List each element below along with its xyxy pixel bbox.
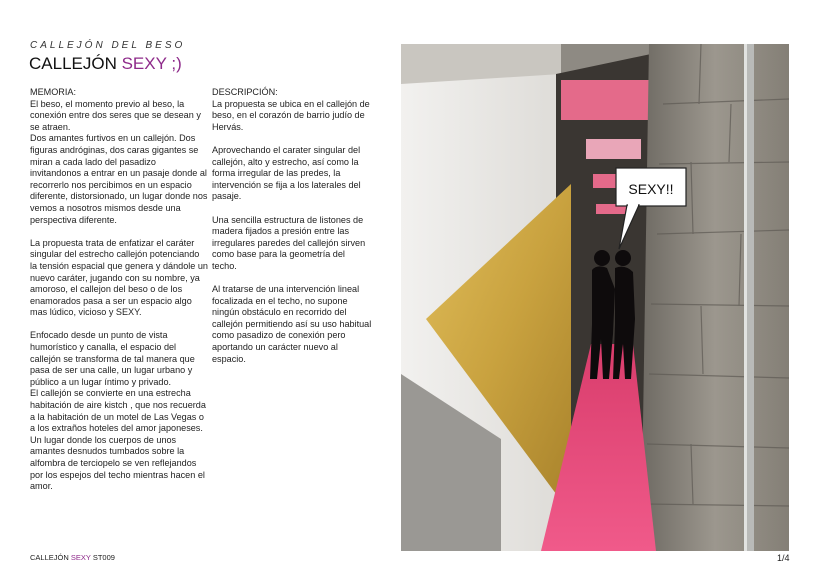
title-accent: SEXY ;) (121, 54, 182, 73)
descripcion-column (212, 87, 372, 377)
title-main: CALLEJÓN (29, 54, 122, 73)
memoria-paragraph: La propuesta trata de enfatizar el caráter singular del estrecho callejón potenciando la tensión espacial que genera y dándole un nuevo caráter, jugando con su nombre, ya amoroso, el callejon del beso o de los enamorados pasa a ser un espacio algo mas lúdico, vicioso y SEXY. (30, 237, 208, 318)
memoria-heading: MEMORIA: (30, 87, 76, 97)
descripcion-paragraph: La propuesta se ubica en el callejón de beso, en el corazón de barrio judío de Hervás. (212, 98, 370, 132)
footer-code: ST009 (90, 553, 115, 562)
alley-illustration (401, 44, 789, 551)
ceiling-mirror (561, 80, 649, 120)
footer-main: CALLEJÓN (30, 553, 71, 562)
page-title (29, 54, 182, 74)
descripcion-paragraph: Una sencilla estructura de listones de madera fijados a presión entre las irregulares paredes del callejón sirven como base para la geometría del techo. (212, 214, 366, 271)
page-number: 1/4 (777, 553, 790, 563)
ceiling-mirror (586, 139, 641, 159)
memoria-paragraph: Enfocado desde un punto de vista humorístico y canalla, el espacio del callejón se transforma de tal manera que pasa de ser una calle, un lugar urbano y público a un lugar íntimo y privado. El callejón se convierte en una estrecha habitación de aire kistch , que nos recuerda a la habitación de un motel de Las Vegas o a los extraños hoteles del amor japoneses. Un lugar donde los cuerpos de unos amantes desnudos tumbados sobre la alfombra de terciopelo se ven reflejandos por los espejos del techo mientras hacen el amor. (30, 330, 206, 492)
speech-bubble-text: SEXY!! (628, 181, 674, 197)
memoria-paragraph: El beso, el momento previo al beso, la conexión entre dos seres que se desean y se atraen. Dos amantes furtivos en un callejón. Dos figuras andróginas, dos caras gigantes se miran a cada lado del pasadizo invitandonos a entrar en un pasaje donde al recorrerlo nos percibimos en un espacio diferente, distorsionado, un lugar donde nos vemos a nosotros mismos desde una perspectiva diferente. (30, 98, 208, 225)
footer-label (30, 553, 115, 562)
subtitle: CALLEJÓN DEL BESO (30, 40, 186, 51)
descripcion-heading: DESCRIPCIÓN: (212, 87, 278, 97)
descripcion-paragraph: Aprovechando el carater singular del callejón, alto y estrecho, así como la forma irregular de las predes, la intervención se fija a los laterales del pasaje. (212, 144, 361, 202)
descripcion-paragraph: Al tratarse de una intervención lineal focalizada en el techo, no supone ningún obstáculo en recorrido del callejón permitiendo así su uso habitual como pasadizo de conexión pero aportando un carácter nuevo al espacio. (212, 284, 372, 364)
right-wall (641, 44, 789, 551)
memoria-column (30, 87, 208, 504)
alley-photo (401, 44, 789, 551)
footer-accent: SEXY (70, 553, 91, 562)
